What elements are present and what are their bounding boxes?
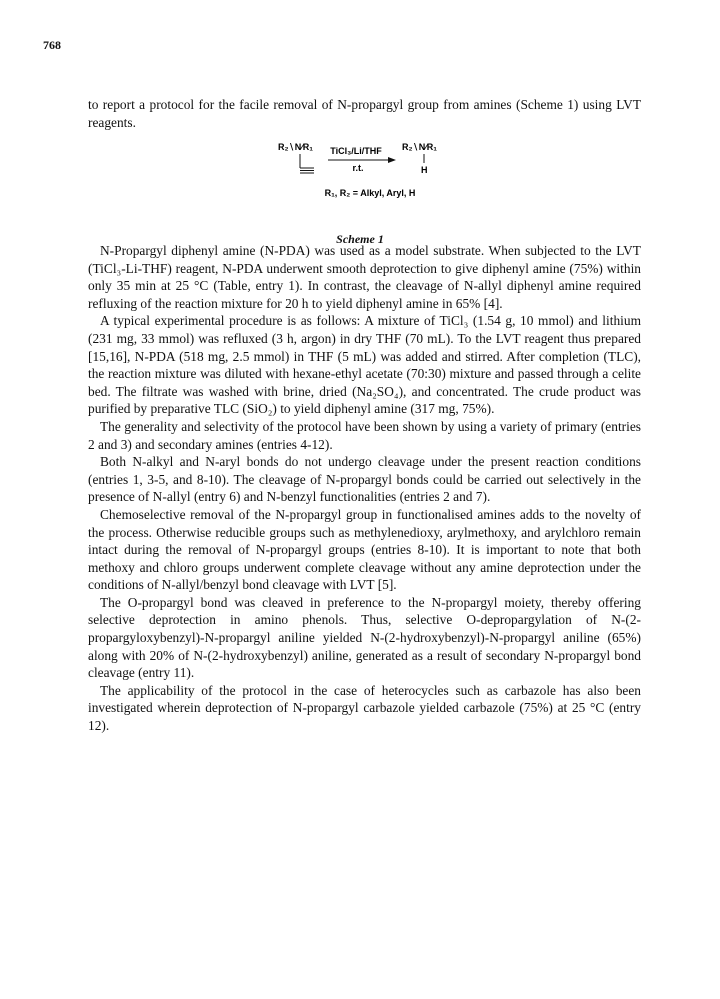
paragraph-procedure: A typical experimental procedure is as follows: A mixture of TiCl₃ (1.54 g, 10 mmol) and lithium (231 mg, 33 mmol) was refluxed (3 h, argon) in dry THF (70 mL). To the LVT reagent thus prepared [15,16], N-PDA (518 mg, 2.5 mmol) in THF (5 mL) was added and stirred. After completion (TLC), the reaction mixture was diluted with hexane-ethyl acetate (70:30) mixture and passed through a celite bed. The filtrate was washed with brine, dried (Na₂SO₄), and concentrated. The crude product was purified by preparative TLC (SiO₂) to yield diphenyl amine (317 mg, 75%). bbox=[88, 313, 641, 417]
paragraph-model-substrate: N-Propargyl diphenyl amine (N-PDA) was used as a model substrate. When subjected to the LVT (TiCl₃-Li-THF) reagent, N-PDA underwent smooth deprotection to give diphenyl amine (75%) within only 35 min at 25 °C (Table, entry 1). In contrast, the cleavage of N-allyl diphenyl amine required refluxing of the reaction mixture for 20 h to yield diphenyl amine in 65% [4]. bbox=[88, 243, 641, 311]
reaction-scheme bbox=[270, 138, 470, 223]
intro-text: to report a protocol for the facile removal of N-propargyl group from amines (Scheme 1) using LVT reagents. bbox=[88, 97, 641, 130]
r-group-definition: R₁, R₂ = Alkyl, Aryl, H bbox=[324, 188, 416, 198]
reactant-label: R₂∖N∕R₁ bbox=[278, 142, 313, 152]
page-number: 768 bbox=[43, 38, 61, 52]
body-text bbox=[88, 242, 641, 735]
product-h: H bbox=[421, 165, 428, 175]
scheme-caption: Scheme 1 bbox=[336, 232, 384, 246]
condition-label: r.t. bbox=[352, 163, 364, 173]
paragraph-selectivity: Both N-alkyl and N-aryl bonds do not undergo cleavage under the present reaction conditions (entries 1, 3-5, and 8-10). The cleavage of N-propargyl bonds could be carried out selectively in the presence of N-allyl (entry 6) and N-benzyl functionalities (entries 2 and 7). bbox=[88, 454, 641, 505]
arrow-head bbox=[388, 157, 396, 163]
paragraph-chemoselectivity: Chemoselective removal of the N-propargyl group in functionalised amines adds to the novelty of the process. Otherwise reducible groups such as methylenedioxy, arylmethoxy, and arylchloro remain intact during the removal of N-propargyl groups (entries 8-10). It is important to note that both methoxy and chloro groups underwent complete cleavage without any amine deprotection under the conditions of N-allyl/benzyl bond cleavage with LVT [5]. bbox=[88, 506, 641, 593]
paragraph-heterocycles: The applicability of the protocol in the case of heterocycles such as carbazole has also been investigated wherein deprotection of N-propargyl carbazole yielded carbazole (75%) at 25 °C (entry 12). bbox=[88, 682, 641, 734]
paragraph-o-propargyl: The O-propargyl bond was cleaved in preference to the N-propargyl moiety, thereby offering selective deprotection in amino phenols. Thus, selective O-depropargylation of N-(2-propargyloxybenzyl)-N-propargyl aniline yielded N-(2-hydroxybenzyl)-N-propargyl aniline (65%) along with 20% of N-(2-hydroxybenzyl) aniline, generated as a result of secondary N-propargyl bond cleavage (entry 11). bbox=[88, 594, 641, 681]
paragraph-generality: The generality and selectivity of the protocol have been shown by using a variety of primary (entries 2 and 3) and secondary amines (entries 4-12). bbox=[88, 418, 641, 452]
product-label: R₂∖N∕R₁ bbox=[402, 142, 437, 152]
reagent-label: TiCl₃/Li/THF bbox=[330, 146, 382, 156]
intro-paragraph bbox=[88, 96, 641, 131]
